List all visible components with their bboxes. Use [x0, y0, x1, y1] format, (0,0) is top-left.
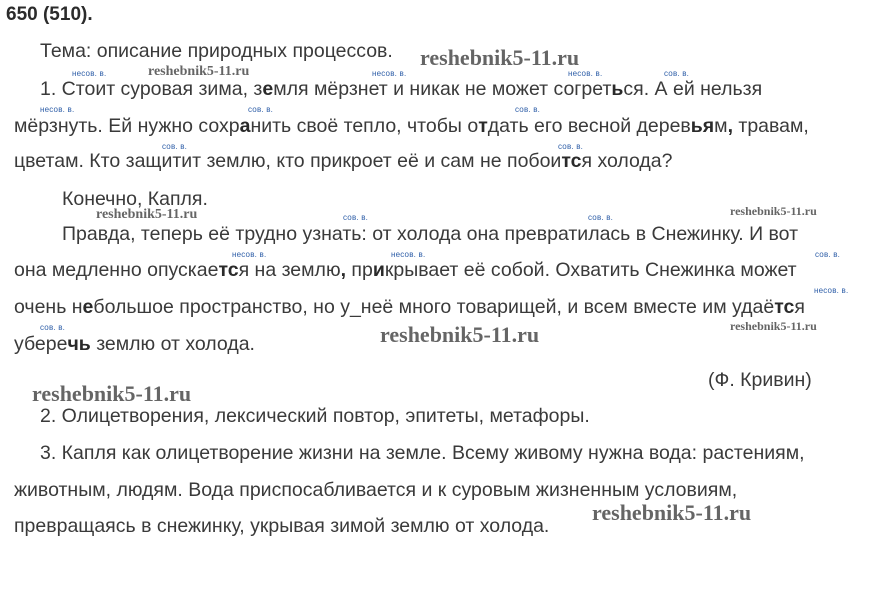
aspect-annotation: сов. в.: [558, 142, 584, 151]
aspect-annotation: несов. в.: [232, 250, 267, 259]
aspect-annotation: сов. в.: [40, 323, 66, 332]
text-line: Конечно, Капля.: [62, 188, 208, 210]
aspect-annotation: сов. в.: [162, 142, 188, 151]
aspect-annotation: несов. в.: [814, 286, 849, 295]
aspect-annotation: несов. в.: [40, 105, 75, 114]
task-number: 650 (510).: [6, 4, 93, 25]
aspect-annotation: несов. в.: [372, 69, 407, 78]
text-line: очень небольшое пространство, но у_неё много товарищей, и всем вместе им удаётся: [14, 296, 805, 318]
answer-3-line-1: 3. Капля как олицетворение жизни на земле. Всему живому нужна вода: растениям,: [40, 442, 805, 464]
aspect-annotation: несов. в.: [72, 69, 107, 78]
watermark: reshebnik5-11.ru: [148, 64, 250, 79]
answer-3-line-3: превращаясь в снежинку, укрывая зимой землю от холода.: [14, 515, 550, 537]
aspect-annotation: сов. в.: [248, 105, 274, 114]
watermark: reshebnik5-11.ru: [96, 207, 198, 222]
answer-2: 2. Олицетворения, лексический повтор, эпитеты, метафоры.: [40, 405, 590, 427]
text-line: уберечь землю от холода.: [14, 333, 255, 355]
watermark: reshebnik5-11.ru: [32, 381, 192, 406]
aspect-annotation: сов. в.: [515, 105, 541, 114]
watermark: reshebnik5-11.ru: [730, 204, 817, 218]
aspect-annotation: сов. в.: [815, 250, 841, 259]
aspect-annotation: несов. в.: [391, 250, 426, 259]
author-attribution: (Ф. Кривин): [708, 369, 812, 391]
aspect-annotation: сов. в.: [664, 69, 690, 78]
aspect-annotation: сов. в.: [588, 213, 614, 222]
aspect-annotation: сов. в.: [343, 213, 369, 222]
watermark: reshebnik5-11.ru: [730, 319, 817, 333]
text-line: мёрзнуть. Ей нужно сохранить своё тепло, чтобы отдать его весной деревьям, травам,: [14, 115, 809, 137]
text-line: цветам. Кто защитит землю, кто прикроет её и сам не побоится холода?: [14, 150, 673, 172]
answer-3-line-2: животным, людям. Вода приспосабливается и к суровым жизненным условиям,: [14, 479, 738, 501]
text-line: она медленно опускается на землю, прикрывает её собой. Охватить Снежинка может: [14, 259, 797, 281]
text-line: 1. Стоит суровая зима, земля мёрзнет и никак не может согреться. А ей нельзя: [40, 78, 763, 100]
topic-line: Тема: описание природных процессов.: [40, 40, 393, 62]
watermark: reshebnik5-11.ru: [380, 322, 540, 347]
watermark: reshebnik5-11.ru: [420, 45, 580, 70]
text-line: Правда, теперь её трудно узнать: от холода она превратилась в Снежинку. И вот: [62, 223, 799, 245]
watermark: reshebnik5-11.ru: [592, 500, 752, 525]
aspect-annotation: несов. в.: [568, 69, 603, 78]
